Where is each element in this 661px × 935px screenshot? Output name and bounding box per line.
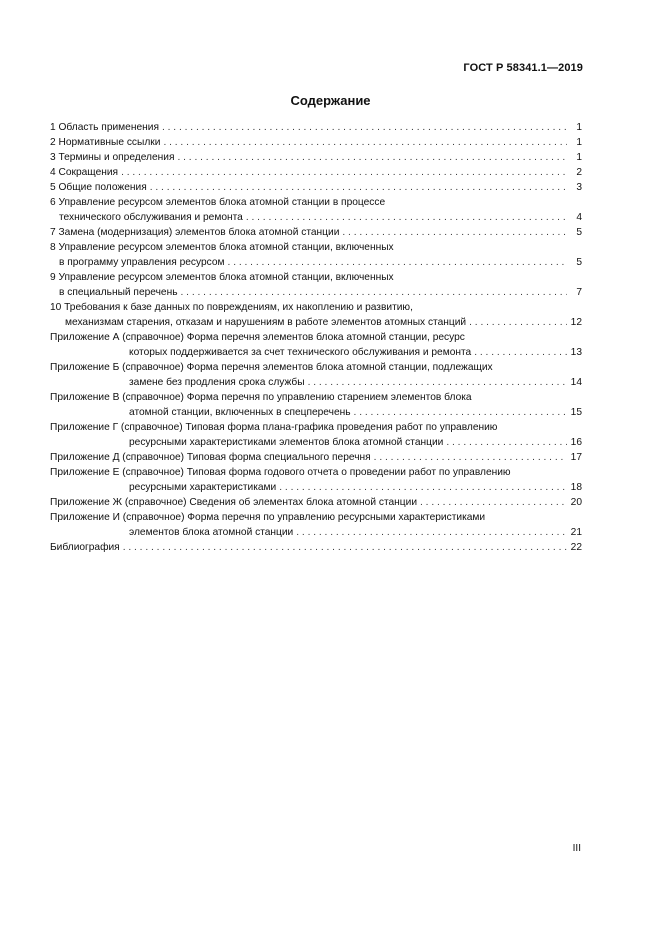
- toc-entry-text: 1 Область применения: [50, 122, 159, 133]
- toc-entry-text-continued: технического обслуживания и ремонта: [59, 212, 243, 223]
- toc-entry-text: 3 Термины и определения: [50, 152, 175, 163]
- leader-dots: [469, 315, 567, 330]
- toc-entry-text: 2 Нормативные ссылки: [50, 137, 161, 148]
- toc-title: Содержание: [290, 93, 371, 108]
- toc-entry-page: 21: [570, 527, 582, 538]
- toc-entry-text: 5 Общие положения: [50, 182, 147, 193]
- toc-entry[interactable]: [50, 165, 582, 180]
- leader-dots: [374, 450, 567, 465]
- leader-dots: [163, 135, 567, 150]
- toc-entry-appendix-a[interactable]: [50, 330, 582, 360]
- toc-entry-page: 20: [570, 497, 582, 508]
- toc-entry-page: 1: [576, 152, 582, 163]
- toc-entry-text-continued: в программу управления ресурсом: [59, 257, 225, 268]
- leader-dots: [162, 120, 567, 135]
- toc-entry-page: 5: [576, 257, 582, 268]
- toc-entry-appendix-v[interactable]: [50, 390, 582, 420]
- toc-entry-text: Приложение Г (справочное) Типовая форма плана-графика проведения работ по управлению: [50, 422, 498, 433]
- toc-entry-text: Приложение В (справочное) Форма перечня по управлению старением элементов блока: [50, 392, 472, 403]
- toc-entry-text: Приложение Б (справочное) Форма перечня элементов блока атомной станции, подлежащих: [50, 362, 493, 373]
- toc-entry-page: 16: [570, 437, 582, 448]
- toc-entry-text: Библиография: [50, 542, 120, 553]
- toc-entry-appendix-g[interactable]: [50, 420, 582, 450]
- toc-entry-appendix-b[interactable]: [50, 360, 582, 390]
- toc-entry-appendix-zh[interactable]: [50, 495, 582, 510]
- toc-entry-page: 18: [570, 482, 582, 493]
- toc-entry-text: Приложение Ж (справочное) Сведения об элементах блока атомной станции: [50, 497, 418, 508]
- toc-entry-page: 3: [576, 182, 582, 193]
- toc-entry-page: 4: [576, 212, 582, 223]
- leader-dots: [181, 285, 567, 300]
- toc-entry-text: Приложение Д (справочное) Типовая форма специального перечня: [50, 452, 371, 463]
- toc-entry-page: 14: [570, 377, 582, 388]
- toc-entry[interactable]: [50, 240, 582, 270]
- toc-entry-page: 15: [570, 407, 582, 418]
- toc-entry-text-continued: ресурсными характеристиками элементов блока атомной станции: [129, 437, 444, 448]
- toc-entry-text: Приложение И (справочное) Форма перечня по управлению ресурсными характеристиками: [50, 512, 486, 523]
- toc-entry-text-continued: атомной станции, включенных в спецперечень: [129, 407, 351, 418]
- toc-entry[interactable]: [50, 270, 582, 300]
- toc-entry-text-continued: элементов блока атомной станции: [129, 527, 294, 538]
- leader-dots: [474, 345, 567, 360]
- toc-entry-page: 7: [576, 287, 582, 298]
- leader-dots: [354, 405, 567, 420]
- toc-entry[interactable]: [50, 180, 582, 195]
- toc-entry-page: 1: [576, 122, 582, 133]
- leader-dots: [308, 375, 567, 390]
- toc-entry-page: 13: [570, 347, 582, 358]
- toc-entry[interactable]: [50, 120, 582, 135]
- toc-entry-page: 2: [576, 167, 582, 178]
- toc-entry-appendix-i[interactable]: [50, 510, 582, 540]
- leader-dots: [228, 255, 567, 270]
- leader-dots: [121, 165, 567, 180]
- toc-entry-bibliography[interactable]: [50, 540, 582, 555]
- leader-dots: [279, 480, 567, 495]
- leader-dots: [150, 180, 567, 195]
- toc-entry[interactable]: [50, 225, 582, 240]
- leader-dots: [246, 210, 567, 225]
- toc-entry-page: 22: [570, 542, 582, 553]
- toc-entry-text: Приложение А (справочное) Форма перечня элементов блока атомной станции, ресурс: [50, 332, 465, 343]
- leader-dots: [446, 435, 567, 450]
- toc-entry[interactable]: [50, 300, 582, 330]
- toc-entry-page: 1: [576, 137, 582, 148]
- toc-entry-text-continued: ресурсными характеристиками: [129, 482, 277, 493]
- toc-entry[interactable]: [50, 195, 582, 225]
- leader-dots: [177, 150, 567, 165]
- toc-entry-text: 9 Управление ресурсом элементов блока атомной станции, включенных: [50, 272, 394, 283]
- toc-entry-page: 5: [576, 227, 582, 238]
- leader-dots: [296, 525, 567, 540]
- leader-dots: [420, 495, 567, 510]
- toc-entry-text-continued: механизмам старения, отказам и нарушениям в работе элементов атомных станций: [65, 317, 467, 328]
- leader-dots: [123, 540, 567, 555]
- toc-entry-text-continued: в специальный перечень: [59, 287, 178, 298]
- toc-entry-text: 4 Сокращения: [50, 167, 119, 178]
- toc-entry-text-continued: замене без продления срока службы: [129, 377, 305, 388]
- toc-entry-page: 12: [570, 317, 582, 328]
- toc-entry-text: 7 Замена (модернизация) элементов блока атомной станции: [50, 227, 340, 238]
- toc-entry-appendix-d[interactable]: [50, 450, 582, 465]
- toc-entry-appendix-e[interactable]: [50, 465, 582, 495]
- toc-entry-text: 8 Управление ресурсом элементов блока атомной станции, включенных: [50, 242, 394, 253]
- toc-entry[interactable]: [50, 135, 582, 150]
- document-code: ГОСТ Р 58341.1—2019: [463, 62, 583, 74]
- table-of-contents: [50, 120, 582, 555]
- toc-entry-text: Приложение Е (справочное) Типовая форма годового отчета о проведении работ по управлению: [50, 467, 511, 478]
- page-number: III: [572, 843, 581, 854]
- leader-dots: [342, 225, 567, 240]
- toc-entry-text-continued: которых поддерживается за счет технического обслуживания и ремонта: [129, 347, 472, 358]
- toc-entry-text: 6 Управление ресурсом элементов блока атомной станции в процессе: [50, 197, 386, 208]
- toc-entry[interactable]: [50, 150, 582, 165]
- toc-entry-page: 17: [570, 452, 582, 463]
- toc-entry-text: 10 Требования к базе данных по повреждениям, их накоплению и развитию,: [50, 302, 413, 313]
